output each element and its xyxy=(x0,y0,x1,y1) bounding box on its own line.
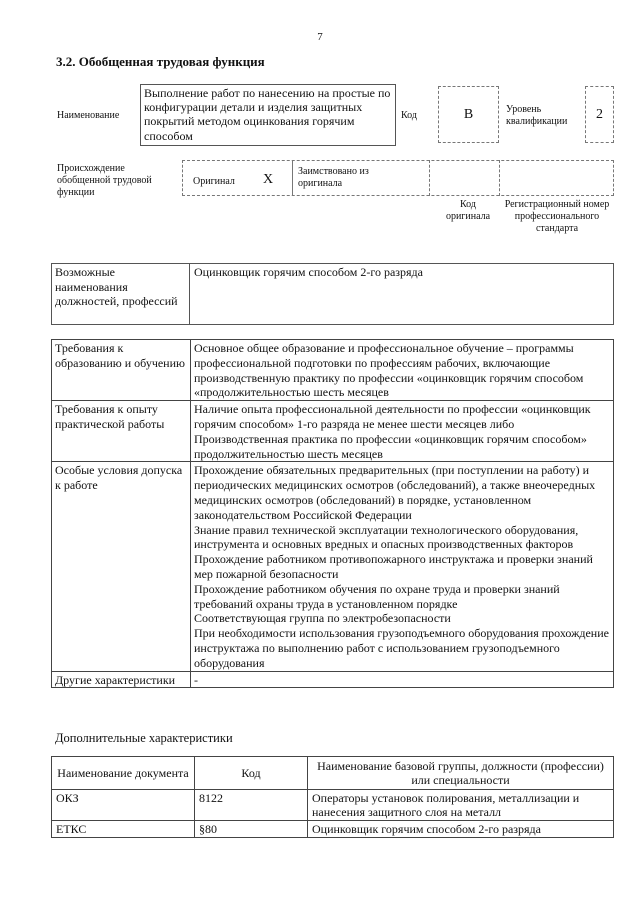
requirement-line: Прохождение обязательных предварительных (при поступлении на работу) и периодических медицинских осмотров (обследований), а также внеочередных медицинских осмотров (обследований) в порядке, установленном законодательством Российской Федерации xyxy=(194,463,596,522)
group-cell: Операторы установок полирования, металлизации и нанесения защитного слоя на металл xyxy=(308,790,614,821)
requirement-label: Требования к опыту практической работы xyxy=(52,401,191,462)
section-title: 3.2. Обобщенная трудовая функция xyxy=(56,54,265,69)
requirement-line: Прохождение работником обучения по охране труда и проверки знаний требований охраны труда в установленном порядке xyxy=(194,581,560,611)
reg-number-caption: Регистрационный номер профессионального стандарта xyxy=(504,199,610,234)
requirements-table xyxy=(51,339,614,688)
origin-row xyxy=(182,160,614,196)
requirement-line: Наличие опыта профессиональной деятельности по профессии «оцинковщик горячим способом» 1-го разряда не менее шести месяцев либо xyxy=(194,402,591,431)
requirement-line: Знание правил технической эксплуатации технологического оборудования, инструмента и основных вредных и опасных производственных факторов xyxy=(194,522,579,552)
group-cell: Оцинковщик горячим способом 2-го разряда xyxy=(308,821,614,838)
requirement-value xyxy=(191,401,614,462)
borrowed-label: Заимствовано из оригинала xyxy=(298,166,369,189)
requirement-row-experience xyxy=(52,401,614,462)
requirement-value xyxy=(191,340,614,401)
requirement-line: При необходимости использования грузоподъемного оборудования прохождение инструктажа по выполнению работ с использованием грузоподъемного оборудования xyxy=(194,626,609,670)
requirement-label: Требования к образованию и обучению xyxy=(52,340,191,401)
page-number: 7 xyxy=(317,31,323,43)
requirement-row-education xyxy=(52,340,614,401)
header-code: Код xyxy=(195,757,308,790)
code-cell: 8122 xyxy=(195,790,308,821)
positions-divider xyxy=(189,263,191,325)
header-group: Наименование базовой группы, должности (профессии) или специальности xyxy=(308,757,614,790)
doc-cell: ОКЗ xyxy=(52,790,195,821)
requirement-line: Соответствующая группа по электробезопасности xyxy=(194,611,451,626)
function-name-value: Выполнение работ по нанесению на простые по конфигурации детали и изделия защитных покрытий методом оцинкования горячим способом xyxy=(140,84,396,146)
name-label: Наименование xyxy=(57,110,120,121)
level-value: 2 xyxy=(585,86,614,143)
original-label: Оригинал xyxy=(193,176,235,187)
table-row xyxy=(52,790,614,821)
origin-divider-2 xyxy=(429,160,431,196)
table-row xyxy=(52,821,614,838)
code-label: Код xyxy=(401,110,417,121)
level-label: Уровень квалификации xyxy=(506,104,568,127)
code-cell: §80 xyxy=(195,821,308,838)
requirement-line: Производственная практика по профессии «оцинковщик горячим способом» продолжительностью шесть месяцев xyxy=(194,431,587,461)
positions-label: Возможные наименования должностей, профессий xyxy=(55,265,178,308)
requirement-value xyxy=(191,671,614,688)
origin-divider-3 xyxy=(499,160,501,196)
code-value: B xyxy=(438,86,499,143)
requirement-row-other xyxy=(52,671,614,688)
additional-title: Дополнительные характеристики xyxy=(55,731,233,745)
additional-table xyxy=(51,756,614,838)
requirement-line: Прохождение работником противопожарного инструктажа и проверки знаний мер пожарной безопасности xyxy=(194,552,593,581)
requirement-label: Особые условия допуска к работе xyxy=(52,462,191,671)
header-document: Наименование документа xyxy=(52,757,195,790)
requirement-value xyxy=(191,462,614,671)
original-mark: X xyxy=(263,172,274,187)
requirement-line: Основное общее образование и профессиональное обучение – программы профессиональной подготовки по профессиям рабочих, включающие производственную практику по профессии «оцинковщик горячим способом «продолжительностью шесть месяцев xyxy=(194,341,584,400)
code-original-caption: Код оригинала xyxy=(445,199,491,222)
origin-label: Происхождение обобщенной трудовой функции xyxy=(57,163,152,198)
additional-header-row xyxy=(52,757,614,790)
requirement-row-conditions xyxy=(52,462,614,671)
requirement-label: Другие характеристики xyxy=(52,671,191,688)
requirement-line: - xyxy=(194,672,198,687)
doc-cell: ЕТКС xyxy=(52,821,195,838)
positions-value: Оцинковщик горячим способом 2-го разряда xyxy=(194,265,423,279)
origin-divider-1 xyxy=(292,160,294,196)
